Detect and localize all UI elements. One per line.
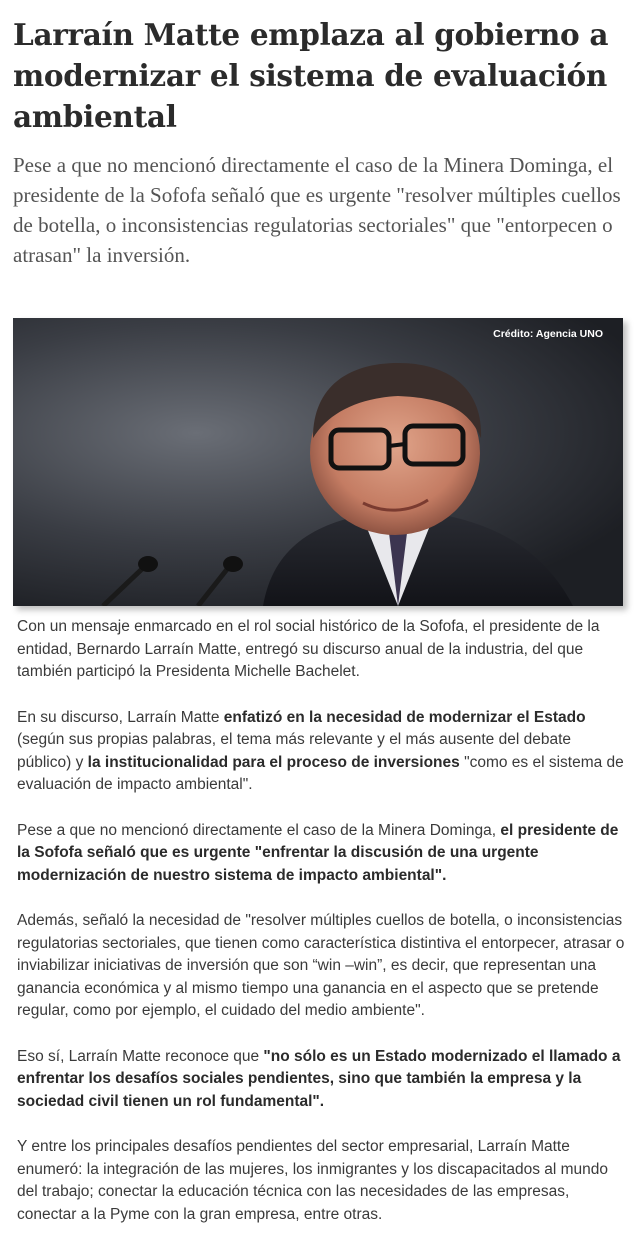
article-photo (13, 318, 623, 606)
paragraph-text: "como es el sistema de evaluación de impacto ambiental". (17, 753, 624, 793)
article-headline: Larraín Matte emplaza al gobierno a modernizar el sistema de evaluación ambiental (13, 17, 609, 134)
article-paragraph (17, 1046, 627, 1114)
paragraph-text: Pese a que no mencionó directamente el caso de la Minera Dominga, (17, 821, 501, 839)
article-paragraph: Y entre los principales desafíos pendientes del sector empresarial, Larraín Matte enumeró: la integración de las mujeres, los inmigrantes y los discapacitados al mundo del trabajo; conectar la educación técnica con las necesidades de las empresas, conectar a la Pyme con la gran empresa, entre otras. (17, 1138, 609, 1223)
paragraph-bold-text: el presidente de la Sofofa señaló que es urgente "enfrentar la discusión de una urgente modernización de nuestro sistema de impacto ambiental". (17, 821, 619, 884)
photo-credit: Crédito: Agencia UNO (493, 328, 603, 340)
article-paragraph (17, 820, 627, 888)
article-body (17, 616, 627, 1249)
speaker-photo-illustration (13, 318, 623, 606)
article-paragraph: Además, señaló la necesidad de "resolver múltiples cuellos de botella, o inconsistencias regulatorias sectoriales, que tienen como característica distintiva el entorpecer, atrasar o inviabilizar iniciativas de inversión que son “win –win”, es decir, que representan una ganancia económica y al mismo tiempo una ganancia en el aspecto que se pretende regular, como por ejemplo, el cuidado del medio ambiente". (17, 912, 625, 1019)
article-paragraph (17, 707, 627, 797)
paragraph-bold-text: la institucionalidad para el proceso de inversiones (87, 753, 460, 771)
article-lede: Pese a que no mencionó directamente el caso de la Minera Dominga, el presidente de la Sofofa señaló que es urgente "resolver múltiples cuellos de botella, o inconsistencias regulatorias sectoriales" que "entorpecen o atrasan" la inversión. (13, 153, 621, 267)
paragraph-text: Eso sí, Larraín Matte reconoce que (17, 1047, 264, 1065)
paragraph-bold-text: "no sólo es un Estado modernizado el llamado a enfrentar los desafíos sociales pendientes, sino que también la empresa y la sociedad civil tienen un rol fundamental". (17, 1047, 621, 1110)
paragraph-text: En su discurso, Larraín Matte (17, 708, 224, 726)
paragraph-text: (según sus propias palabras, el tema más relevante y el más ausente del debate público) y (17, 731, 572, 771)
paragraph-bold-text: enfatizó en la necesidad de modernizar el Estado (223, 708, 586, 726)
article-paragraph: Con un mensaje enmarcado en el rol social histórico de la Sofofa, el presidente de la entidad, Bernardo Larraín Matte, entregó su discurso anual de la industria, del que también participó la Presidenta Michelle Bachelet. (17, 618, 600, 680)
